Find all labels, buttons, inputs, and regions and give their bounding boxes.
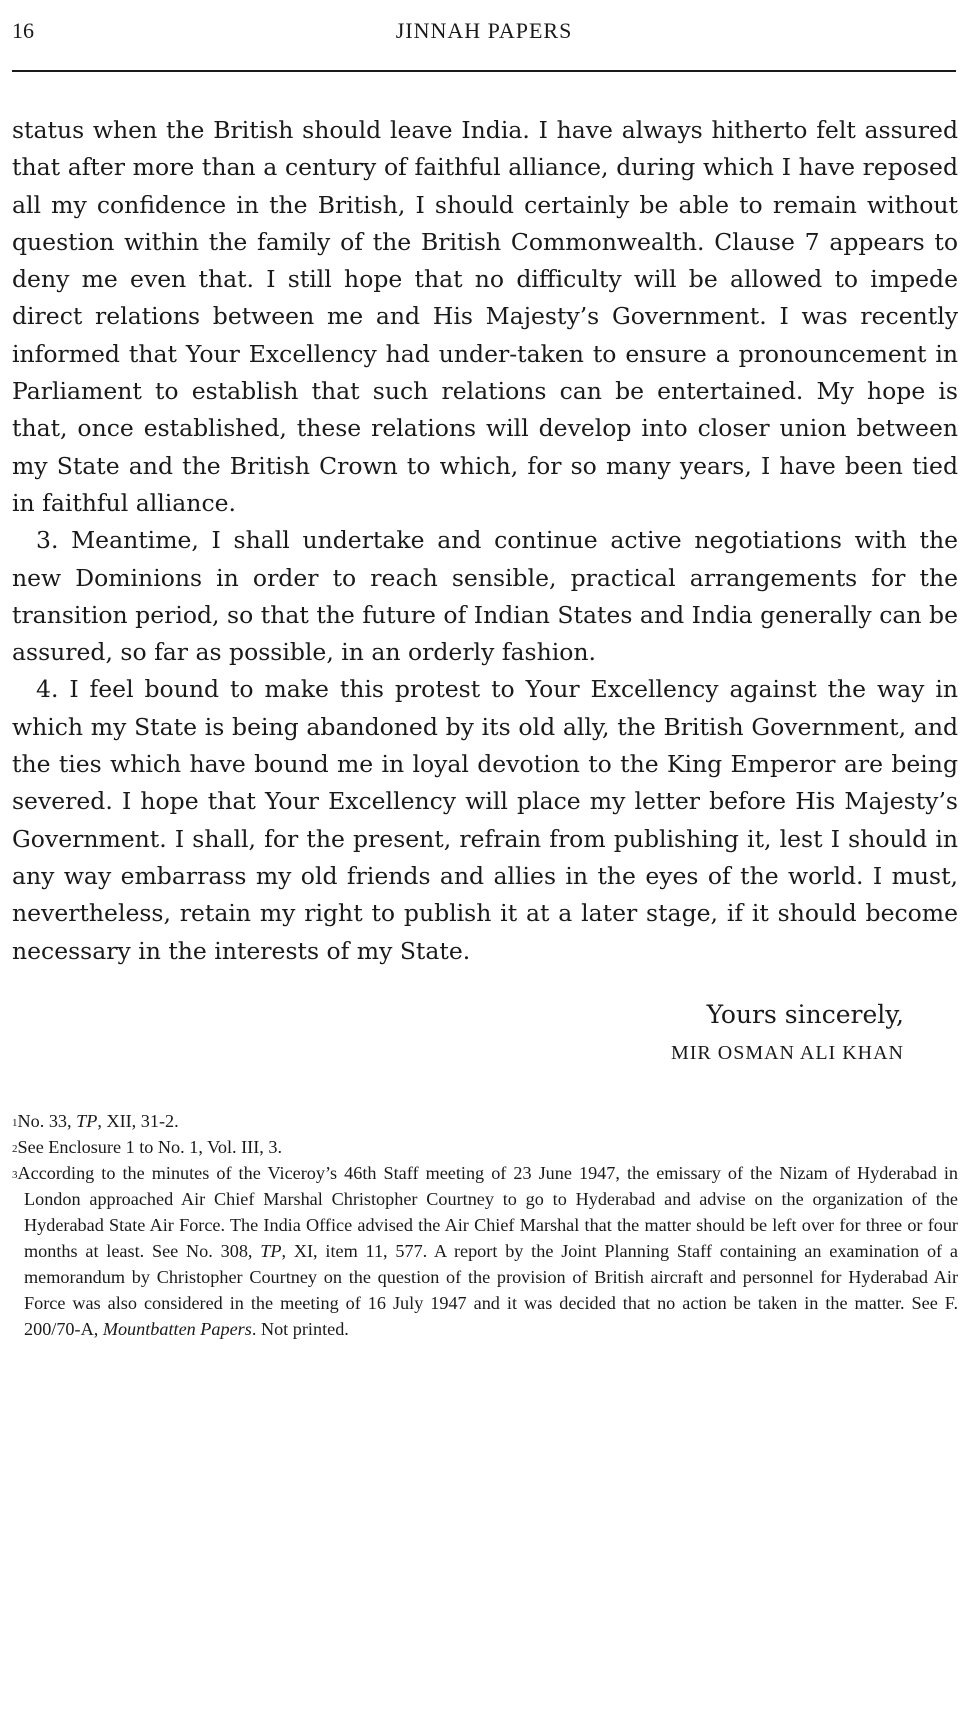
footnote-mark: 2: [12, 1143, 18, 1155]
valediction: Yours sincerely,: [706, 1000, 904, 1029]
signatory-name: MIR OSMAN ALI KHAN: [670, 1042, 904, 1064]
running-head: JINNAH PAPERS: [395, 18, 573, 43]
letter-closing: [12, 1000, 956, 1086]
footnote-1: $^1$No. 33, TP, XII, 31-2.: [12, 1111, 179, 1131]
footnote-mark: 1: [12, 1117, 18, 1129]
paragraph-continuation: status when the British should leave India. I have always hitherto felt assured that after more than a century of faithful alliance, during which I have reposed all my confidence in the British, I should certainly be able to remain without question within the family of the British Commonwealth. Clause 7 appears to deny me even that. I still hope that no difficulty will be allowed to impede direct relations between me and His Majesty’s Government. I was recently informed that Your Excellency had under-taken to ensure a pronouncement in Parliament to establish that such relations can be entertained. My hope is that, once established, these relations will develop into closer union between my State and the British Crown to which, for so many years, I have been tied in faithful alliance.: [12, 116, 958, 517]
footnote-mark: 3: [12, 1169, 18, 1181]
footnote-2: $^2$See Enclosure 1 to No. 1, Vol. III, 3.: [12, 1137, 283, 1157]
page-number: 16: [12, 18, 34, 43]
footnote-3: $^3$According to the minutes of the Viceroy’s 46th Staff meeting of 23 June 1947, the emissary of the Nizam of Hyderabad in London approached Air Chief Marshal Christopher Courtney to go to Hyderabad and advise on the organization of the Hyderabad State Air Force. The India Office advised the Air Chief Marshal that the matter should be left over for three or four months at least. See No. 308, TP, XI, item 11, 577. A report by the Joint Planning Staff containing an examination of a memorandum by Christopher Courtney on the question of the provision of British aircraft and personnel for Hyderabad Air Force was also considered in the meeting of 16 July 1947 and it was decided that no action be taken in the matter. See F. 200/70-A, Mountbatten Papers. Not printed.: [12, 1163, 958, 1339]
paragraph-3: 3. Meantime, I shall undertake and continue active negotiations with the new Dominions in order to reach sensible, practical arrangements for the transition period, so that the future of Indian States and India generally can be assured, so far as possible, in an orderly fashion.: [12, 526, 958, 667]
header-rule: [12, 70, 956, 72]
page-header: [12, 18, 956, 50]
letter-body: [12, 112, 958, 970]
paragraph-4: 4. I feel bound to make this protest to Your Excellency against the way in which my State is being abandoned by its old ally, the British Government, and the ties which have bound me in loyal devotion to the King Emperor are being severed. I hope that Your Excellency will place my letter before His Majesty’s Government. I shall, for the present, refrain from publishing it, lest I should in any way embarrass my old friends and allies in the eyes of the world. I must, nevertheless, retain my right to publish it at a later stage, if it should become necessary in the interests of my State.: [12, 675, 958, 965]
footnotes: [12, 1108, 958, 1342]
